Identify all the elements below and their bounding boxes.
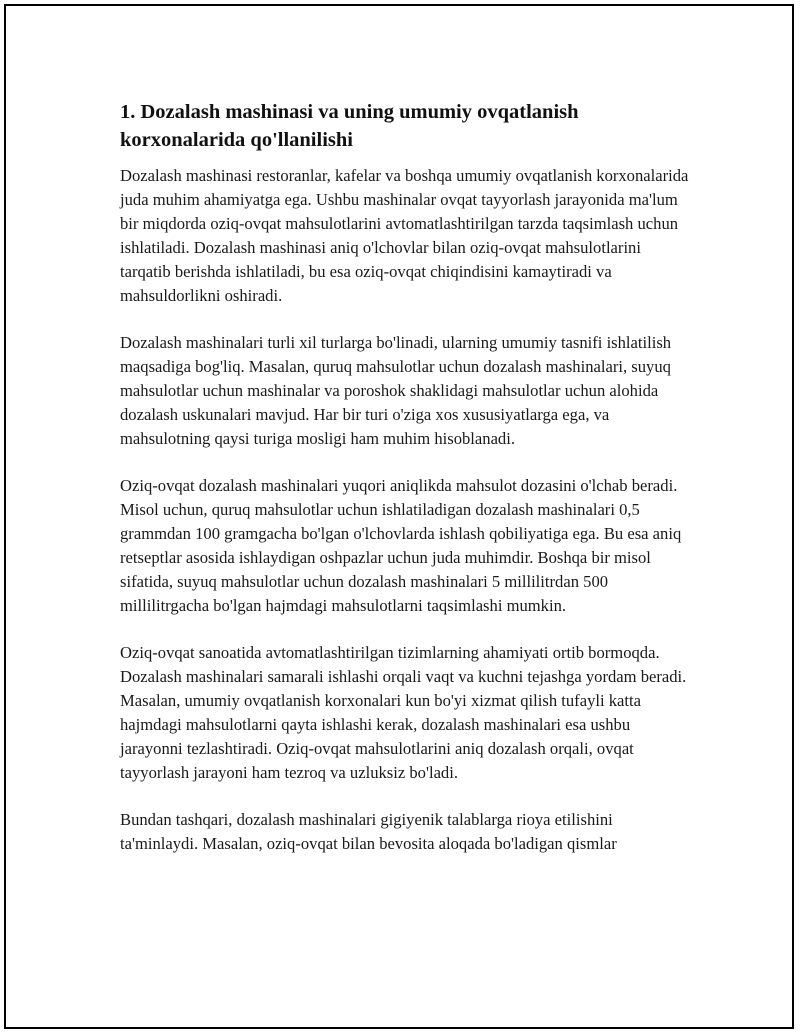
paragraph-2: Dozalash mashinalari turli xil turlarga bo'linadi, ularning umumiy tasnifi ishlatilish maqsadiga bog'liq. Masalan, quruq mahsulotlar uchun dozalash mashinalari, suyuq mahsulotlar uchun mashinalar va poroshok shaklidagi mahsulotlar uchun alohida dozalash uskunalari mavjud. Har bir turi o'ziga xos xususiyatlarga ega, va mahsulotning qaysi turiga mosligi ham muhim hisoblanadi. [120, 333, 672, 448]
paragraph-4: Oziq-ovqat sanoatida avtomatlashtirilgan tizimlarning ahamiyati ortib bormoqda. Dozalash mashinalari samarali ishlashi orqali vaqt va kuchni tejashga yordam beradi. Masalan, umumiy ovqatlanish korxonalari kun bo'yi xizmat qilish tufayli katta hajmdagi mahsulotlarni qayta ishlashi kerak, dozalash mashinalari esa ushbu jarayonni tezlashtiradi. Oziq-ovqat mahsulotlarini aniq dozalash orqali, ovqat tayyorlash jarayoni ham tezroq va uzluksiz bo'ladi. [120, 643, 687, 782]
paragraph-1: Dozalash mashinasi restoranlar, kafelar va boshqa umumiy ovqatlanish korxonalarida juda muhim ahamiyatga ega. Ushbu mashinalar ovqat tayyorlash jarayonida ma'lum bir miqdorda oziq-ovqat mahsulotlarini avtomatlashtirilgan tarzda taqsimlash uchun ishlatiladi. Dozalash mashinasi aniq o'lchovlar bilan oziq-ovqat mahsulotlarini tarqatib berishda ishlatiladi, bu esa oziq-ovqat chiqindisini kamaytiradi va mahsuldorlikni oshiradi. [120, 166, 689, 305]
section-heading: 1. Dozalash mashinasi va uning umumiy ovqatlanish korxonalarida qo'llanilishi [120, 101, 579, 151]
paragraph-5: Bundan tashqari, dozalash mashinalari gigiyenik talablarga rioya etilishini ta'minlaydi. Masalan, oziq-ovqat bilan bevosita aloqada bo'ladigan qismlar [120, 810, 617, 853]
paragraph-3: Oziq-ovqat dozalash mashinalari yuqori aniqlikda mahsulot dozasini o'lchab beradi. Misol uchun, quruq mahsulotlar uchun ishlatiladigan dozalash mashinalari 0,5 grammdan 100 gramgacha bo'lgan o'lchovlarda ishlash qobiliyatiga ega. Bu esa aniq retseptlar asosida ishlaydigan oshpazlar uchun juda muhimdir. Boshqa bir misol sifatida, suyuq mahsulotlar uchun dozalash mashinalari 5 millilitrdan 500 millilitrgacha bo'lgan hajmdagi mahsulotlarni taqsimlashi mumkin. [120, 476, 682, 615]
document-body [120, 98, 690, 879]
page-frame [4, 4, 794, 1029]
